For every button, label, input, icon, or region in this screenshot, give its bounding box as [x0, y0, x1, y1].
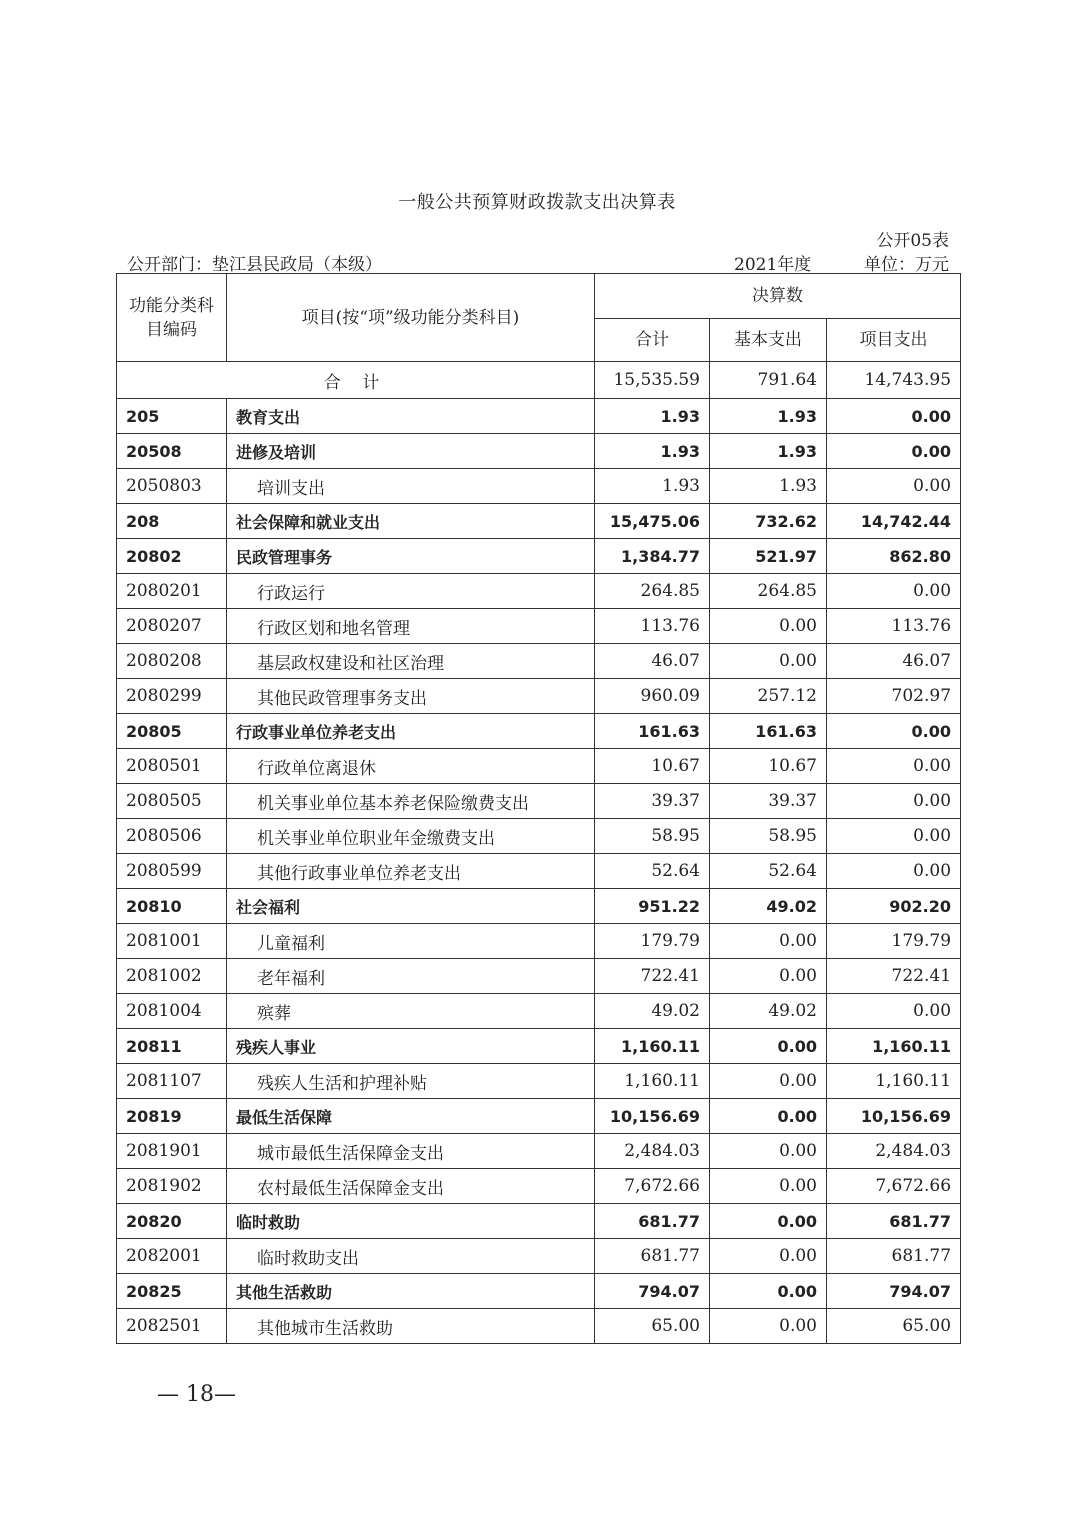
total-sum: 15,535.59 — [595, 362, 710, 399]
row-project: 0.00 — [827, 784, 961, 819]
row-name: 教育支出 — [227, 399, 595, 434]
row-total: 681.77 — [595, 1239, 710, 1274]
table-row — [117, 434, 961, 469]
row-project: 0.00 — [827, 434, 961, 469]
row-code: 20810 — [117, 889, 227, 924]
row-code: 205 — [117, 399, 227, 434]
fiscal-year: 2021年度 — [734, 255, 812, 275]
row-basic: 264.85 — [710, 574, 827, 609]
row-total: 39.37 — [595, 784, 710, 819]
row-project: 14,742.44 — [827, 504, 961, 539]
row-project: 681.77 — [827, 1239, 961, 1274]
row-total: 10.67 — [595, 749, 710, 784]
department-label: 公开部门：垫江县民政局（本级） — [127, 255, 382, 275]
row-code: 2081001 — [117, 924, 227, 959]
row-code: 2080506 — [117, 819, 227, 854]
row-basic: 732.62 — [710, 504, 827, 539]
row-code: 2080299 — [117, 679, 227, 714]
row-basic: 49.02 — [710, 889, 827, 924]
row-project: 0.00 — [827, 994, 961, 1029]
table-row — [117, 679, 961, 714]
header-code: 功能分类科目编码 — [117, 274, 227, 362]
row-project: 862.80 — [827, 539, 961, 574]
row-project: 10,156.69 — [827, 1099, 961, 1134]
row-total: 1.93 — [595, 469, 710, 504]
row-basic: 1.93 — [710, 399, 827, 434]
row-basic: 58.95 — [710, 819, 827, 854]
table-row — [117, 574, 961, 609]
table-row — [117, 819, 961, 854]
row-project: 46.07 — [827, 644, 961, 679]
table-row — [117, 1064, 961, 1099]
row-total: 681.77 — [595, 1204, 710, 1239]
row-code: 20805 — [117, 714, 227, 749]
row-total: 49.02 — [595, 994, 710, 1029]
row-total: 46.07 — [595, 644, 710, 679]
row-code: 20802 — [117, 539, 227, 574]
row-project: 722.41 — [827, 959, 961, 994]
row-project: 681.77 — [827, 1204, 961, 1239]
row-code: 2080201 — [117, 574, 227, 609]
header-total: 合计 — [595, 319, 710, 362]
row-project: 7,672.66 — [827, 1169, 961, 1204]
row-total: 794.07 — [595, 1274, 710, 1309]
row-project: 0.00 — [827, 399, 961, 434]
row-project: 0.00 — [827, 469, 961, 504]
row-code: 20820 — [117, 1204, 227, 1239]
row-basic: 0.00 — [710, 1029, 827, 1064]
row-name: 其他民政管理事务支出 — [227, 679, 595, 714]
row-name: 最低生活保障 — [227, 1099, 595, 1134]
row-total: 1,384.77 — [595, 539, 710, 574]
row-basic: 521.97 — [710, 539, 827, 574]
row-name: 机关事业单位职业年金缴费支出 — [227, 819, 595, 854]
total-label: 合 计 — [117, 362, 595, 399]
row-total: 1.93 — [595, 434, 710, 469]
row-total: 15,475.06 — [595, 504, 710, 539]
row-total: 951.22 — [595, 889, 710, 924]
row-basic: 0.00 — [710, 644, 827, 679]
row-total: 10,156.69 — [595, 1099, 710, 1134]
row-total: 161.63 — [595, 714, 710, 749]
row-name: 行政运行 — [227, 574, 595, 609]
table-row — [117, 924, 961, 959]
row-name: 殡葬 — [227, 994, 595, 1029]
row-basic: 257.12 — [710, 679, 827, 714]
header-item: 项目(按“项”级功能分类科目) — [227, 274, 595, 362]
row-code: 2080501 — [117, 749, 227, 784]
row-code: 2081004 — [117, 994, 227, 1029]
row-total: 65.00 — [595, 1309, 710, 1344]
header-basic: 基本支出 — [710, 319, 827, 362]
row-basic: 0.00 — [710, 1309, 827, 1344]
row-project: 113.76 — [827, 609, 961, 644]
table-row — [117, 1309, 961, 1344]
table-row — [117, 1204, 961, 1239]
table-row — [117, 1274, 961, 1309]
expenditure-table — [116, 273, 961, 1344]
row-project: 1,160.11 — [827, 1064, 961, 1099]
row-total: 1.93 — [595, 399, 710, 434]
row-project: 0.00 — [827, 714, 961, 749]
row-basic: 1.93 — [710, 434, 827, 469]
row-basic: 0.00 — [710, 1239, 827, 1274]
row-code: 2082001 — [117, 1239, 227, 1274]
row-basic: 0.00 — [710, 609, 827, 644]
row-code: 20825 — [117, 1274, 227, 1309]
row-basic: 0.00 — [710, 1274, 827, 1309]
row-project: 1,160.11 — [827, 1029, 961, 1064]
row-name: 社会保障和就业支出 — [227, 504, 595, 539]
page-title: 一般公共预算财政拨款支出决算表 — [398, 192, 676, 213]
total-row — [117, 362, 961, 399]
row-code: 2050803 — [117, 469, 227, 504]
table-row — [117, 539, 961, 574]
row-basic: 0.00 — [710, 1169, 827, 1204]
row-name: 社会福利 — [227, 889, 595, 924]
row-basic: 0.00 — [710, 1064, 827, 1099]
table-row — [117, 469, 961, 504]
row-project: 902.20 — [827, 889, 961, 924]
row-name: 儿童福利 — [227, 924, 595, 959]
row-name: 行政区划和地名管理 — [227, 609, 595, 644]
row-code: 2081902 — [117, 1169, 227, 1204]
row-total: 1,160.11 — [595, 1064, 710, 1099]
row-name: 进修及培训 — [227, 434, 595, 469]
row-project: 0.00 — [827, 574, 961, 609]
table-row — [117, 714, 961, 749]
row-total: 1,160.11 — [595, 1029, 710, 1064]
row-total: 960.09 — [595, 679, 710, 714]
page-number: — 18— — [157, 1382, 236, 1407]
row-code: 20819 — [117, 1099, 227, 1134]
row-total: 179.79 — [595, 924, 710, 959]
row-basic: 10.67 — [710, 749, 827, 784]
row-basic: 1.93 — [710, 469, 827, 504]
table-row — [117, 644, 961, 679]
row-name: 老年福利 — [227, 959, 595, 994]
table-row — [117, 854, 961, 889]
row-project: 702.97 — [827, 679, 961, 714]
row-project: 65.00 — [827, 1309, 961, 1344]
row-name: 其他城市生活救助 — [227, 1309, 595, 1344]
row-name: 残疾人生活和护理补贴 — [227, 1064, 595, 1099]
row-basic: 0.00 — [710, 924, 827, 959]
table-row — [117, 1029, 961, 1064]
row-name: 行政事业单位养老支出 — [227, 714, 595, 749]
row-project: 0.00 — [827, 749, 961, 784]
row-basic: 0.00 — [710, 959, 827, 994]
row-code: 208 — [117, 504, 227, 539]
table-row — [117, 1099, 961, 1134]
row-project: 2,484.03 — [827, 1134, 961, 1169]
row-project: 179.79 — [827, 924, 961, 959]
row-basic: 52.64 — [710, 854, 827, 889]
table-row — [117, 749, 961, 784]
row-basic: 0.00 — [710, 1134, 827, 1169]
table-row — [117, 1134, 961, 1169]
row-total: 7,672.66 — [595, 1169, 710, 1204]
row-name: 行政单位离退休 — [227, 749, 595, 784]
row-code: 2081002 — [117, 959, 227, 994]
row-code: 2080207 — [117, 609, 227, 644]
row-code: 20508 — [117, 434, 227, 469]
row-total: 52.64 — [595, 854, 710, 889]
row-name: 临时救助支出 — [227, 1239, 595, 1274]
row-total: 58.95 — [595, 819, 710, 854]
row-basic: 161.63 — [710, 714, 827, 749]
table-row — [117, 1239, 961, 1274]
row-basic: 0.00 — [710, 1204, 827, 1239]
row-basic: 39.37 — [710, 784, 827, 819]
row-name: 城市最低生活保障金支出 — [227, 1134, 595, 1169]
row-total: 2,484.03 — [595, 1134, 710, 1169]
row-name: 农村最低生活保障金支出 — [227, 1169, 595, 1204]
row-code: 20811 — [117, 1029, 227, 1064]
table-row — [117, 994, 961, 1029]
row-project: 0.00 — [827, 819, 961, 854]
row-total: 722.41 — [595, 959, 710, 994]
row-project: 794.07 — [827, 1274, 961, 1309]
row-code: 2081901 — [117, 1134, 227, 1169]
header-project: 项目支出 — [827, 319, 961, 362]
header-budget: 决算数 — [595, 274, 961, 319]
row-name: 民政管理事务 — [227, 539, 595, 574]
table-row — [117, 399, 961, 434]
row-code: 2080208 — [117, 644, 227, 679]
table-row — [117, 609, 961, 644]
table-row — [117, 1169, 961, 1204]
row-name: 临时救助 — [227, 1204, 595, 1239]
table-row — [117, 784, 961, 819]
row-basic: 49.02 — [710, 994, 827, 1029]
row-code: 2080505 — [117, 784, 227, 819]
unit-label: 单位：万元 — [864, 255, 949, 275]
row-total: 264.85 — [595, 574, 710, 609]
total-project: 14,743.95 — [827, 362, 961, 399]
row-code: 2080599 — [117, 854, 227, 889]
table-row — [117, 504, 961, 539]
table-row — [117, 889, 961, 924]
row-name: 基层政权建设和社区治理 — [227, 644, 595, 679]
row-name: 培训支出 — [227, 469, 595, 504]
row-code: 2081107 — [117, 1064, 227, 1099]
row-name: 残疾人事业 — [227, 1029, 595, 1064]
row-name: 其他生活救助 — [227, 1274, 595, 1309]
table-row — [117, 959, 961, 994]
form-number: 公开05表 — [876, 231, 949, 251]
row-name: 其他行政事业单位养老支出 — [227, 854, 595, 889]
row-code: 2082501 — [117, 1309, 227, 1344]
row-total: 113.76 — [595, 609, 710, 644]
row-basic: 0.00 — [710, 1099, 827, 1134]
row-project: 0.00 — [827, 854, 961, 889]
row-name: 机关事业单位基本养老保险缴费支出 — [227, 784, 595, 819]
total-basic: 791.64 — [710, 362, 827, 399]
